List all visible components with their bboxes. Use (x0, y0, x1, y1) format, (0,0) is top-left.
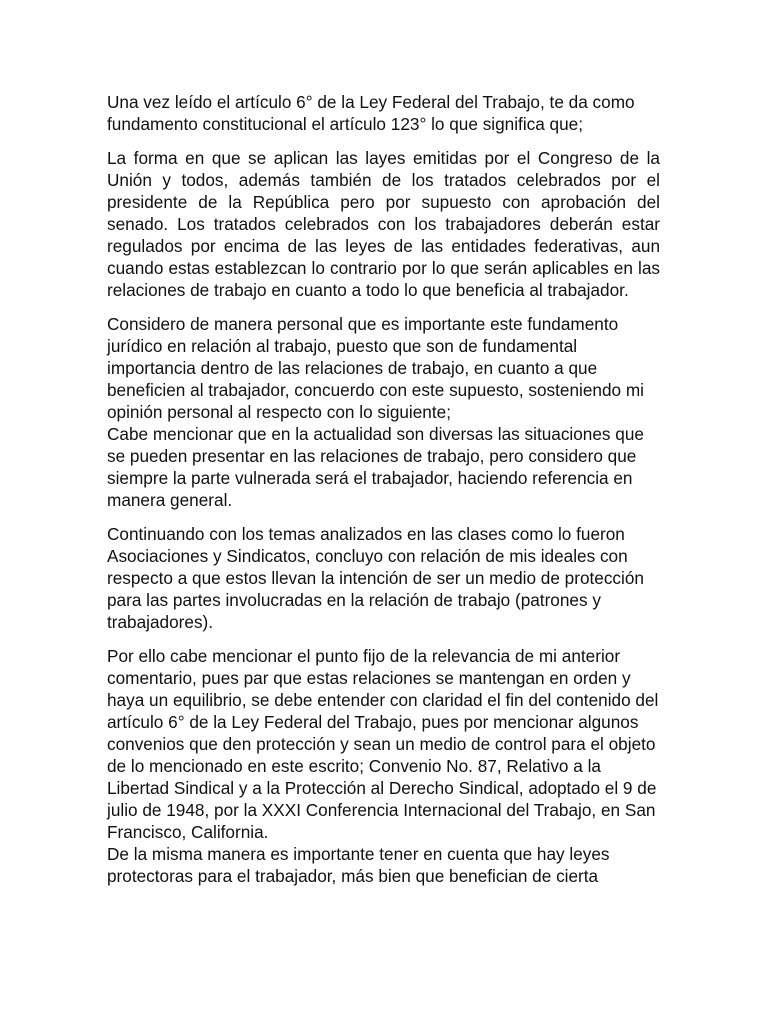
paragraph-treaties: La forma en que se aplican las layes emitidas por el Congreso de la Unión y todos, además también de los tratados celebrados por el presidente de la República pero por supuesto con aprobación del senado. Los tratados celebrados con los trabajadores deberán estar regulados por encima de las leyes de las entidades federativas, aun cuando estas establezcan lo contrario por lo que serán aplicables en las relaciones de trabajo en cuanto a todo lo que beneficia al trabajador. (107, 148, 660, 300)
paragraph-protective-laws: De la misma manera es importante tener en cuenta que hay leyes protectoras para el trabajador, más bien que benefician de cierta (107, 844, 610, 886)
document-body (107, 91, 660, 899)
paragraph-convention: Por ello cabe mencionar el punto fijo de la relevancia de mi anterior comentario, pues par que estas relaciones se mantengan en orden y haya un equilibrio, se debe entender con claridad el fin del contenido del artículo 6° de la Ley Federal del Trabajo, pues por mencionar algunos convenios que den protección y sean un medio de control para el objeto de lo mencionado en este escrito; Convenio No. 87, Relativo a la Libertad Sindical y a la Protección al Derecho Sindical, adoptado el 9 de julio de 1948, por la XXXI Conferencia Internacional del Trabajo, en San Francisco, California. (107, 646, 659, 842)
paragraph-situations: Cabe mencionar que en la actualidad son diversas las situaciones que se pueden presentar en las relaciones de trabajo, pero considero que siempre la parte vulnerada será el trabajador, haciendo referencia en manera general. (107, 424, 644, 510)
paragraph-opinion: Considero de manera personal que es importante este fundamento jurídico en relación al trabajo, puesto que son de fundamental importancia dentro de las relaciones de trabajo, en cuanto a que beneficien al trabajador, concuerdo con este supuesto, sosteniendo mi opinión personal al respecto con lo siguiente; (107, 314, 644, 422)
paragraph-associations: Continuando con los temas analizados en las clases como lo fueron Asociaciones y Sindicatos, concluyo con relación de mis ideales con respecto a que estos llevan la intención de ser un medio de protección para las partes involucradas en la relación de trabajo (patrones y trabajadores). (107, 524, 644, 632)
paragraph-intro: Una vez leído el artículo 6° de la Ley Federal del Trabajo, te da como fundamento constitucional el artículo 123° lo que significa que; (107, 92, 635, 134)
